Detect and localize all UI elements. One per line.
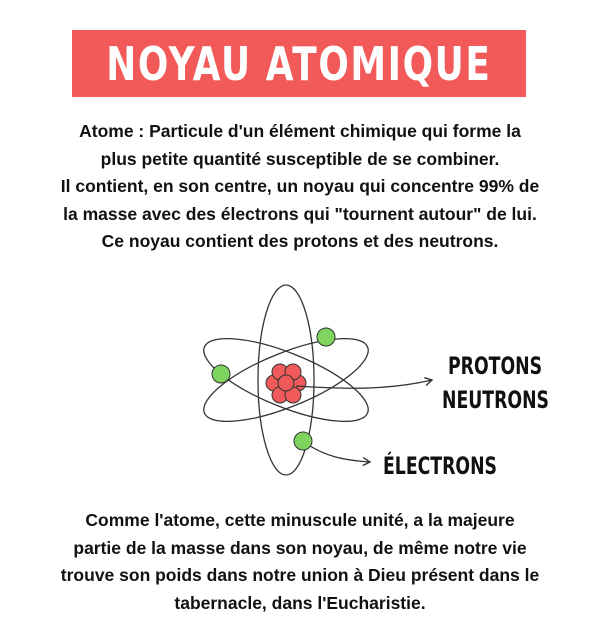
electrons-label: ÉLECTRONS [383, 452, 497, 480]
intro-line: plus petite quantité susceptible de se combiner. [100, 148, 500, 169]
conclusion-line: Comme l'atome, cette minuscule unité, a la majeure [85, 510, 515, 530]
arrow-to-nucleus-labels [296, 380, 432, 388]
atom-diagram [180, 280, 440, 480]
conclusion-line: partie de la masse dans son noyau, de même notre vie [73, 537, 527, 558]
protons-label: PROTONS [448, 352, 543, 380]
intro-line: la masse avec des électrons qui "tournent autour" de lui. [63, 203, 537, 224]
conclusion-line: trouve son poids dans notre union à Dieu présent dans le [60, 565, 540, 585]
conclusion-text [30, 507, 570, 617]
electron [317, 328, 335, 346]
title-banner [72, 30, 526, 97]
neutrons-label: NEUTRONS [442, 386, 549, 414]
electron [212, 365, 230, 383]
electron [294, 432, 312, 450]
intro-line: Il contient, en son centre, un noyau qui concentre 99% de [60, 176, 540, 196]
intro-line: Ce noyau contient des protons et des neutrons. [101, 231, 499, 251]
page-title: NOYAU ATOMIQUE [106, 36, 492, 91]
intro-text [30, 118, 570, 256]
intro-line: Atome : Particule d'un élément chimique qui forme la [79, 121, 521, 141]
conclusion-line: tabernacle, dans l'Eucharistie. [174, 592, 426, 613]
nucleon [278, 375, 294, 391]
arrow-to-electrons-label [310, 446, 370, 462]
nucleus [266, 364, 306, 403]
